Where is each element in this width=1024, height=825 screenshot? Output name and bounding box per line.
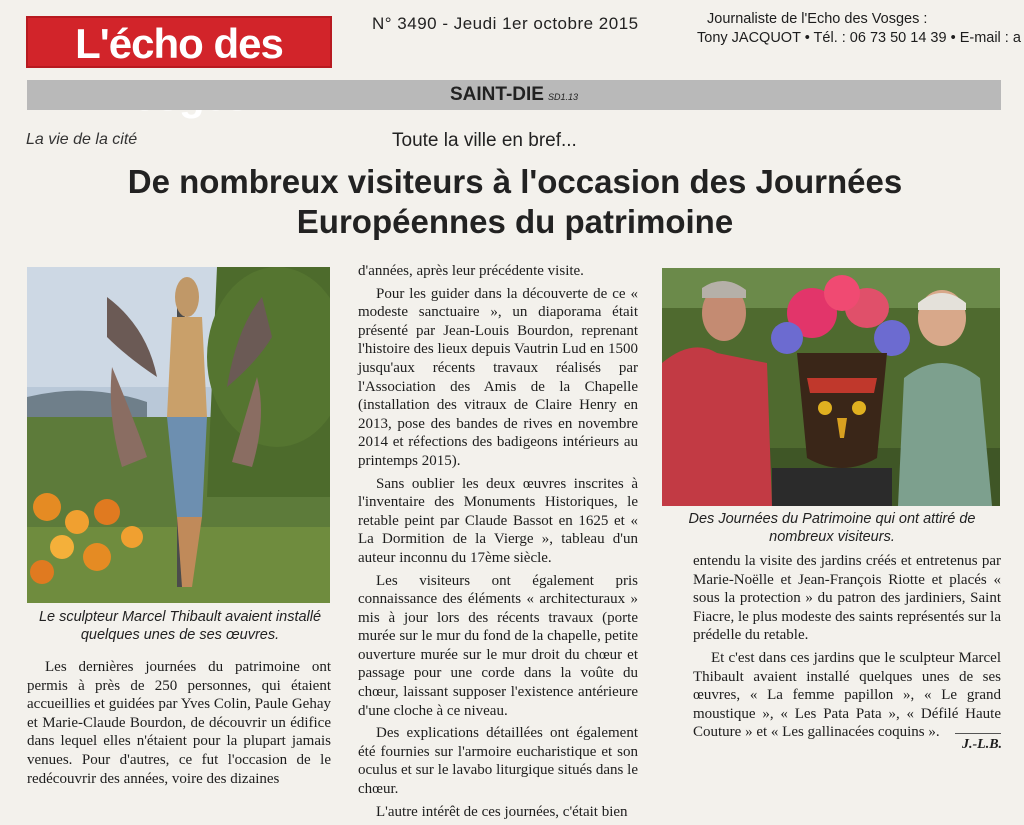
sculpture-photo — [27, 267, 330, 603]
author-signature: J.-L.B. — [962, 737, 1003, 752]
article-column-3 — [693, 552, 1001, 746]
journalist-line-1: Journaliste de l'Echo des Vosges : — [707, 11, 928, 27]
journalist-contact — [697, 10, 1024, 48]
paragraph: Et c'est dans ces jardins que le sculpteur Marcel Thibault avaient installé quelques unes de ses œuvres, « La femme papillon », « Le grand moustique », « Les Pata Pata », « Défilé Haute Couture » et « Les gallinacées coquins ». — [693, 649, 1001, 741]
paragraph: Des explications détaillées ont également été fournies sur l'armoire eucharistique et son oculus et sur le lavabo liturgique situés dans le chœur. — [358, 725, 638, 798]
visitors-photo — [662, 268, 1000, 506]
article-column-2 — [358, 262, 638, 825]
section-code: SD1.13 — [547, 92, 578, 102]
section-name: SAINT-DIE — [450, 84, 544, 105]
paragraph: Pour les guider dans la découverte de ce « modeste sanctuaire », un diaporama était présenté par Jean-Louis Bourdon, reprenant l'histoire des lieux depuis Vautrin Lud en 1500 jusqu'aux récents travaux réalisés par l'Association des Amis de la Chapelle (installation des vitraux de Claire Henry en 2013, pose des bandes de rives en novembre 2014 et réfections des badigeons intérieurs au printemps 2015). — [358, 285, 638, 469]
paragraph: Les dernières journées du patrimoine ont permis à près de 250 personnes, qui étaient accueillies et guidées par Yves Colin, Paule Gehay et Marie-Claude Bourdon, de découvrir un édifice dans lequel elles n'étaient pour la plupart jamais venues. Pour d'autres, ce fut l'occasion de le redécouvrir des années, voire des dizaines — [27, 659, 331, 787]
paragraph: d'années, après leur précédente visite. — [358, 263, 584, 279]
paragraph: Les visiteurs ont également pris connaissance des éléments « architecturaux » mis à jour lors des récents travaux (porte murée sur le mur du fond de la chapelle, petite ouverture murée sur le mur droit du chœur et passage pour une corde dans la voûte du chœur, laissant supposer l'existence antérieure d'une cloche à ce niveau. — [358, 572, 638, 719]
paragraph: L'autre intérêt de ces journées, c'était bien — [376, 803, 628, 820]
rubric-label: La vie de la cité — [26, 131, 138, 148]
paragraph: entendu la visite des jardins créés et entretenus par Marie-Noëlle et Jean-François Riotte et placés « sous la protection » du patron des jardiniers, Saint Fiacre, le plus modeste des saints représentés sur la prédelle du retable. — [693, 553, 1001, 644]
signature-rule — [955, 733, 1001, 734]
headline: De nombreux visiteurs à l'occasion des Journées Européennes du patrimoine — [127, 163, 903, 240]
sculpture-caption: Le sculpteur Marcel Thibault avaient installé quelques unes de ses œuvres. — [38, 609, 322, 643]
journalist-line-2: Tony JACQUOT • Tél. : 06 73 50 14 39 • E-mail : a — [697, 30, 1021, 46]
paragraph: Sans oublier les deux œuvres inscrites à l'inventaire des Monuments Historiques, le retable peint par Claude Bassot en 1625 et « La Dormition de la Vierge », tableau d'un auteur inconnu du 17ème siècle. — [358, 475, 638, 566]
article-column-1 — [27, 658, 331, 792]
newspaper-logo: L'écho des — [26, 16, 332, 68]
visitors-caption: Des Journées du Patrimoine qui ont attiré de nombreux visiteurs. — [688, 511, 976, 545]
kicker: Toute la ville en bref... — [392, 130, 577, 151]
section-bar — [27, 80, 1001, 110]
issue-line: N° 3490 - Jeudi 1er octobre 2015 — [372, 14, 639, 33]
